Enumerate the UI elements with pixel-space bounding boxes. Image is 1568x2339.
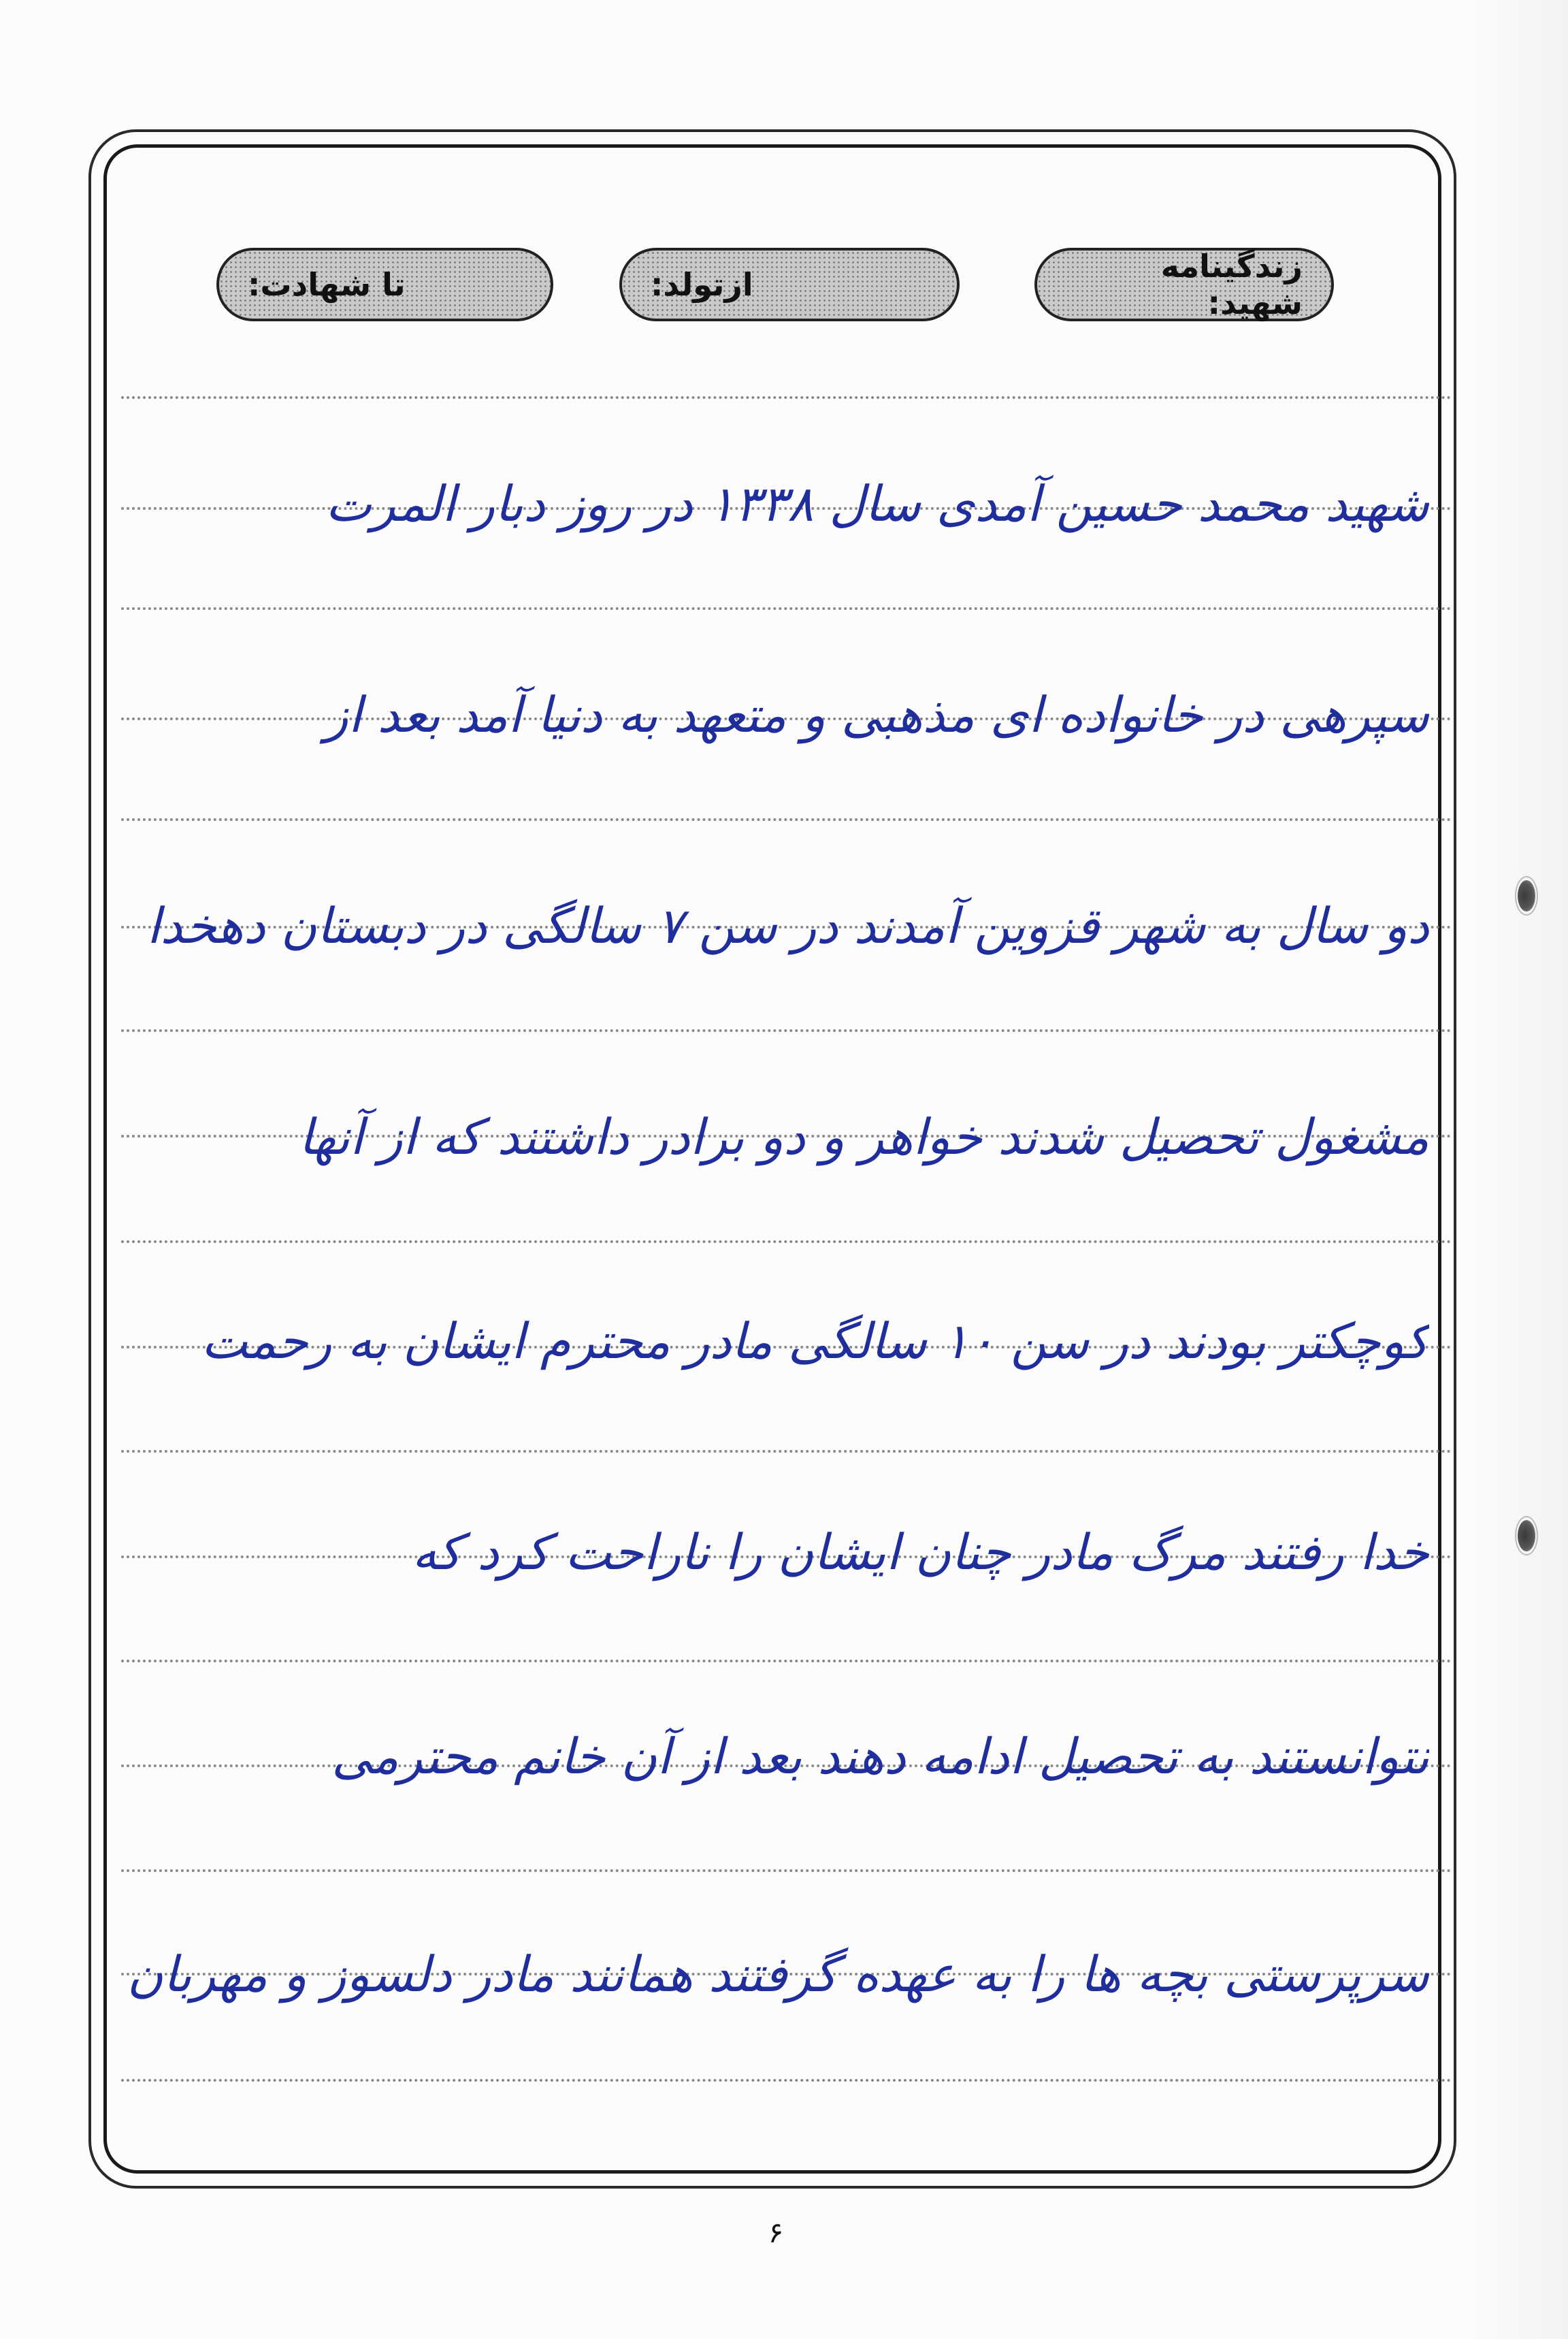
punch-hole [1518,880,1535,912]
handwritten-line: مشغول تحصیل شدند خواهر و دو برادر داشتند که از آنها [298,1108,1429,1165]
ruled-line [121,1450,1452,1453]
ruled-line [121,1660,1452,1662]
martyrdom-label: تا شهادت: [248,266,406,303]
martyrdom-label-box [216,248,553,321]
ruled-line [121,607,1452,610]
page-number: ۶ [768,2216,784,2249]
biography-label: زندگینامه شهید: [1160,248,1303,321]
handwritten-line: دو سال به شهر قزوین آمدند در سن ۷ سالگی در دبستان دهخدا [146,897,1429,954]
punch-hole [1518,1520,1535,1551]
handwritten-line: شهید محمد حسین آمدی سال ۱۳۳۸ در روز دبار المرت [325,475,1429,532]
ruled-line [121,1029,1452,1032]
handwritten-line: سپرهی در خانواده ای مذهبی و متعهد به دنیا آمد بعد از [324,686,1429,743]
birth-label-box [619,248,960,321]
ruled-line [121,1869,1452,1872]
ruled-line [121,818,1452,821]
ruled-line [121,1240,1452,1243]
handwritten-line: سرپرستی بچه ها را به عهده گرفتند همانند مادر دلسوز و مهربان [127,1946,1429,2003]
ruled-line [121,396,1452,399]
handwritten-line: نتوانستند به تحصیل ادامه دهند بعد از آن خانم محترمی [331,1728,1429,1785]
page-edge-shading [1466,0,1568,2339]
biography-label-box [1034,248,1334,321]
ruled-line [121,2079,1452,2082]
birth-label: ازتولد: [651,266,753,303]
handwritten-line: خدا رفتند مرگ مادر چنان ایشان را ناراحت کرد که [412,1523,1429,1581]
handwritten-line: کوچکتر بودند در سن ۱۰ سالگی مادر محترم ایشان به رحمت [201,1312,1429,1370]
